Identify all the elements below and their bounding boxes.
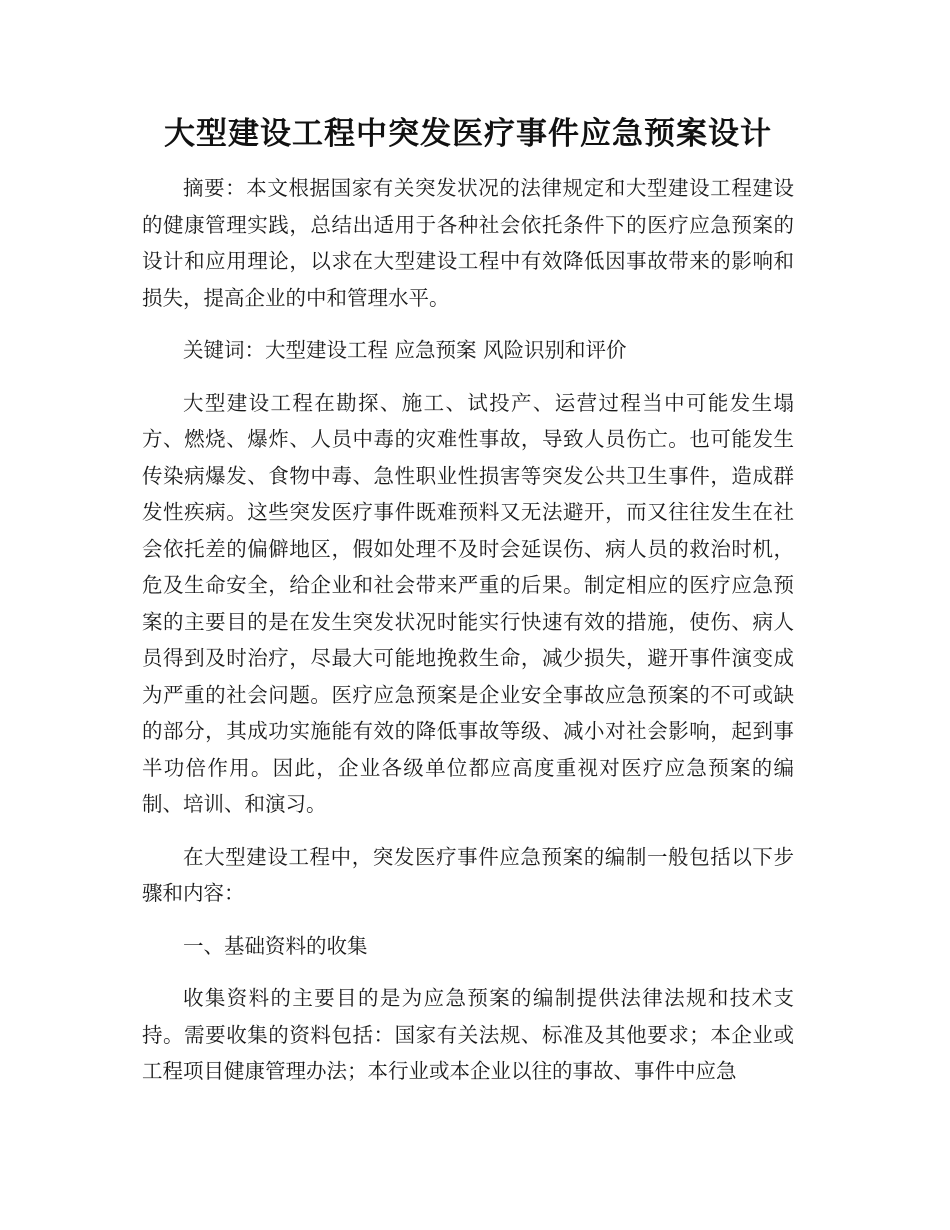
abstract-paragraph: 摘要：本文根据国家有关突发状况的法律规定和大型建设工程建设的健康管理实践，总结出适用于各种社会依托条件下的医疗应急预案的设计和应用理论，以求在大型建设工程中有效降低因事故带来的影响和损失，提高企业的中和管理水平。: [142, 176, 794, 310]
body-paragraph: 在大型建设工程中，突发医疗事件应急预案的编制一般包括以下步骤和内容：: [142, 844, 794, 905]
section-heading: 一、基础资料的收集: [183, 933, 368, 958]
document-page: [142, 108, 794, 1106]
body-paragraph: 收集资料的主要目的是为应急预案的编制提供法律法规和技术支持。需要收集的资料包括：国家有关法规、标准及其他要求；本企业或工程项目健康管理办法；本行业或本企业以往的事故、事件中应急: [142, 986, 794, 1083]
body-paragraph: 大型建设工程在勘探、施工、试投产、运营过程当中可能发生塌方、燃烧、爆炸、人员中毒的灾难性事故，导致人员伤亡。也可能发生传染病爆发、食物中毒、急性职业性损害等突发公共卫生事件，造成群发性疾病。这些突发医疗事件既难预料又无法避开，而又往往发生在社会依托差的偏僻地区，假如处理不及时会延误伤、病人员的救治时机，危及生命安全，给企业和社会带来严重的后果。制定相应的医疗应急预案的主要目的是在发生突发状况时能实行快速有效的措施，使伤、病人员得到及时治疗，尽最大可能地挽救生命，减少损失，避开事件演变成为严重的社会问题。医疗应急预案是企业安全事故应急预案的不可或缺的部分，其成功实施能有效的降低事故等级、减小对社会影响，起到事半功倍作用。因此，企业各级单位都应高度重视对医疗应急预案的编制、培训、和演习。: [142, 390, 794, 816]
keywords-paragraph: 关键词：大型建设工程 应急预案 风险识别和评价: [183, 338, 627, 362]
document-title: 大型建设工程中突发医疗事件应急预案设计: [164, 116, 772, 152]
